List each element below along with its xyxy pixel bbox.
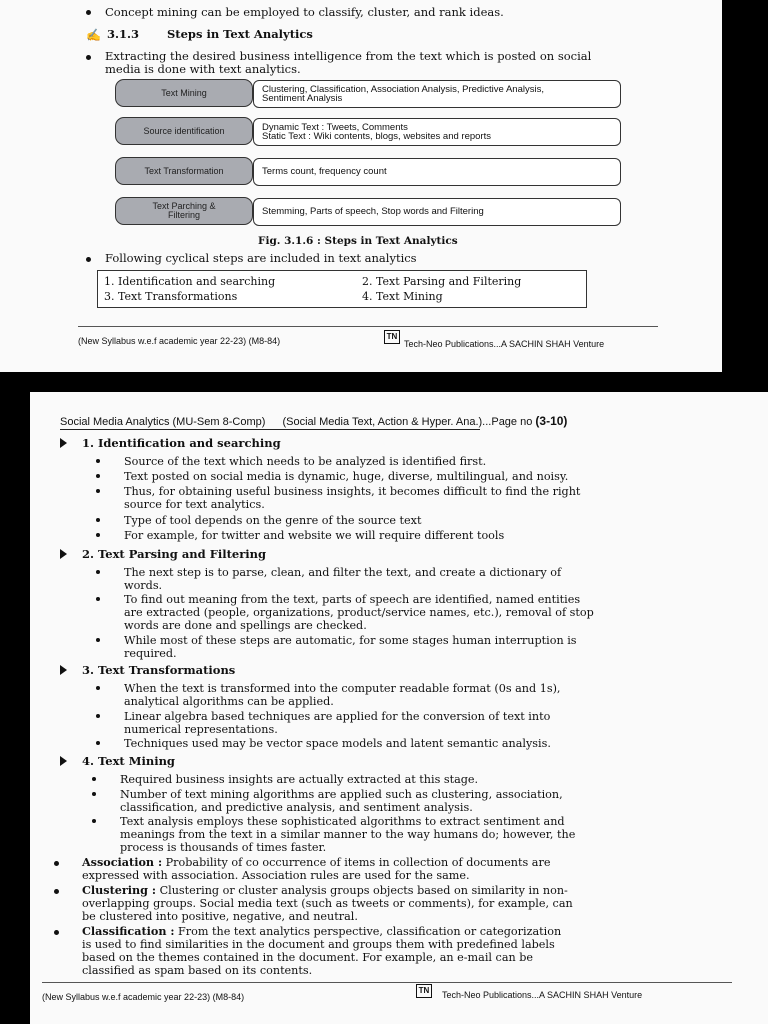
diagram-step-text-mining: Text Mining: [115, 79, 253, 107]
footer-publisher: Tech-Neo Publications...A SACHIN SHAH Venture: [404, 339, 605, 349]
sec3-bullet-2-line-2: numerical representations.: [124, 723, 278, 736]
bullet-dot: [96, 570, 100, 574]
bullet-dot: [54, 930, 59, 935]
sec1-bullet-4: Type of tool depends on the genre of the source text: [124, 514, 422, 527]
page-bottom: [30, 392, 768, 1024]
header-underline: [60, 429, 480, 430]
bullet-dot: [92, 777, 96, 781]
definition-text: From the text analytics perspective, classification or categorization: [178, 925, 562, 938]
diagram-detail-source-identification: [253, 118, 621, 146]
sec1-bullet-5: For example, for twitter and website we will require different tools: [124, 529, 505, 542]
footer-rule: [78, 326, 658, 327]
bullet-dot: [96, 686, 100, 690]
cyclical-step-1: 1. Identification and searching: [104, 275, 276, 288]
cyclical-step-4: 4. Text Mining: [362, 290, 443, 303]
bullet-dot: [86, 10, 91, 15]
diagram-step-source-identification: Source identification: [115, 117, 253, 145]
definition-text: Clustering or cluster analysis groups objects based on similarity in non-: [159, 884, 568, 897]
section-arrow-icon: [60, 756, 67, 766]
bullet-dot: [54, 861, 59, 866]
bullet-dot: [86, 257, 91, 262]
diagram-detail-text-mining: [253, 80, 621, 108]
diagram-detail-text-parsing: [253, 198, 621, 226]
section-arrow-icon: [60, 549, 67, 559]
bullet-dot: [96, 489, 100, 493]
definition-clustering-line-2: overlapping groups. Social media text (such as tweets or comments), for example, can: [82, 897, 573, 910]
footer-syllabus: (New Syllabus w.e.f academic year 22-23) (M8-84): [42, 992, 245, 1002]
detail-line: Static Text : Wiki contents, blogs, websites and reports: [262, 131, 491, 142]
concept-mining-text: Concept mining can be employed to classify, cluster, and rank ideas.: [105, 5, 504, 19]
bullet-dot: [92, 819, 96, 823]
sec4-bullet-3-line-2: meanings from the text in a similar manner to the way humans do; however, the: [120, 828, 576, 841]
sec1-bullet-3-line-2: source for text analytics.: [124, 498, 265, 511]
sec1-bullet-2: Text posted on social media is dynamic, huge, diverse, multilingual, and noisy.: [124, 470, 569, 483]
sec4-bullet-3-line-1: Text analysis employs these sophisticated algorithms to extract sentiment and: [120, 815, 565, 828]
bullet-dot: [54, 889, 59, 894]
cyclical-step-3: 3. Text Transformations: [104, 290, 238, 303]
section-2-title: 2. Text Parsing and Filtering: [82, 547, 267, 561]
figure-caption: Fig. 3.1.6 : Steps in Text Analytics: [258, 235, 458, 247]
diagram-step-text-transformation: Text Transformation: [115, 157, 253, 185]
section-arrow-icon: [60, 665, 67, 675]
bullet-dot: [96, 638, 100, 642]
definition-text: Probability of co occurrence of items in collection of documents are: [165, 856, 551, 869]
bullet-dot: [96, 474, 100, 478]
diagram-detail-text-transformation: [253, 158, 621, 186]
section-3-title: 3. Text Transformations: [82, 663, 236, 677]
sec2-bullet-2-line-1: To find out meaning from the text, parts of speech are identified, named entities: [124, 593, 581, 606]
header-chapter: (Social Media Text, Action & Hyper. Ana.)...Page no: [282, 416, 533, 428]
section-title: Steps in Text Analytics: [167, 27, 313, 41]
running-header: [60, 414, 567, 428]
definition-association-line-1: [82, 856, 550, 870]
term-clustering: Clustering :: [82, 883, 156, 897]
sec2-bullet-1-line-1: The next step is to parse, clean, and filter the text, and create a dictionary of: [124, 566, 562, 579]
definition-classification-line-2: is used to find similarities in the document and groups them with predefined labels: [82, 938, 555, 951]
bullet-dot: [96, 533, 100, 537]
detail-line: Terms count, frequency count: [262, 166, 387, 178]
definition-association-line-2: expressed with association. Association rules are used for the same.: [82, 869, 470, 882]
sec2-bullet-2-line-3: words are done and spellings are checked.: [124, 619, 367, 632]
definition-clustering-line-3: be clustered into positive, negative, and neutral.: [82, 910, 358, 923]
sec2-bullet-1-line-2: words.: [124, 579, 163, 592]
detail-line: Dynamic Text : Tweets, Comments: [262, 121, 408, 133]
sec4-bullet-1: Required business insights are actually extracted at this stage.: [120, 773, 479, 786]
publisher-logo: TN: [416, 984, 432, 998]
section-arrow-icon: [60, 438, 67, 448]
cyclical-step-2: 2. Text Parsing and Filtering: [362, 275, 522, 288]
cyclical-intro: Following cyclical steps are included in text analytics: [105, 251, 417, 265]
section-4-title: 4. Text Mining: [82, 754, 175, 768]
intro-line-2: media is done with text analytics.: [105, 62, 301, 76]
definition-clustering-line-1: [82, 884, 568, 898]
header-page-number: (3-10): [535, 414, 568, 428]
sec2-bullet-3-line-1: While most of these steps are automatic, for some stages human interruption is: [124, 634, 577, 647]
bullet-dot: [96, 459, 100, 463]
section-number: 3.1.3: [107, 27, 140, 41]
publisher-logo: TN: [384, 330, 400, 344]
sec3-bullet-3: Techniques used may be vector space models and latent semantic analysis.: [124, 737, 551, 750]
sec4-bullet-2-line-2: classification, and predictive analysis, and sentiment analysis.: [120, 801, 473, 814]
footer-publisher: Tech-Neo Publications...A SACHIN SHAH Venture: [442, 990, 643, 1000]
detail-line: Sentiment Analysis: [262, 93, 343, 104]
bullet-dot: [96, 597, 100, 601]
sec2-bullet-2-line-2: are extracted (people, organizations, product/service names, etc.), removal of stop: [124, 606, 594, 619]
term-association: Association :: [82, 855, 163, 869]
sec4-bullet-3-line-3: process is thousands of times faster.: [120, 841, 327, 854]
sec3-bullet-1-line-1: When the text is transformed into the computer readable format (0s and 1s),: [124, 682, 561, 695]
sec3-bullet-2-line-1: Linear algebra based techniques are applied for the conversion of text into: [124, 710, 551, 723]
bullet-dot: [96, 518, 100, 522]
bullet-dot: [92, 792, 96, 796]
bullet-dot: [96, 714, 100, 718]
page-top: [0, 0, 722, 372]
sec1-bullet-1: Source of the text which needs to be analyzed is identified first.: [124, 455, 487, 468]
cyclical-steps-box: [97, 270, 587, 308]
definition-classification-line-1: [82, 925, 561, 939]
sec1-bullet-3-line-1: Thus, for obtaining useful business insights, it becomes difficult to find the right: [124, 485, 581, 498]
footer-rule: [42, 982, 732, 983]
diagram-step-text-parsing: Text Parching & Filtering: [115, 197, 253, 225]
sec4-bullet-2-line-1: Number of text mining algorithms are applied such as clustering, association,: [120, 788, 563, 801]
definition-classification-line-3: based on the themes contained in the document. For example, an e-mail can be: [82, 951, 534, 964]
section-1-title: 1. Identification and searching: [82, 436, 281, 450]
intro-line-1: Extracting the desired business intelligence from the text which is posted on social: [105, 49, 592, 63]
pen-icon: ✍: [86, 28, 101, 42]
term-classification: Classification :: [82, 924, 175, 938]
sec2-bullet-3-line-2: required.: [124, 647, 177, 660]
detail-line: Clustering, Classification, Association Analysis, Predictive Analysis,: [262, 83, 544, 95]
sec3-bullet-1-line-2: analytical algorithms can be applied.: [124, 695, 334, 708]
detail-line: Stemming, Parts of speech, Stop words and Filtering: [262, 206, 484, 218]
definition-classification-line-4: classified as spam based on its contents.: [82, 964, 313, 977]
header-course: Social Media Analytics (MU-Sem 8-Comp): [60, 416, 266, 428]
bullet-dot: [96, 741, 100, 745]
bullet-dot: [86, 55, 91, 60]
footer-syllabus: (New Syllabus w.e.f academic year 22-23) (M8-84): [78, 336, 281, 346]
